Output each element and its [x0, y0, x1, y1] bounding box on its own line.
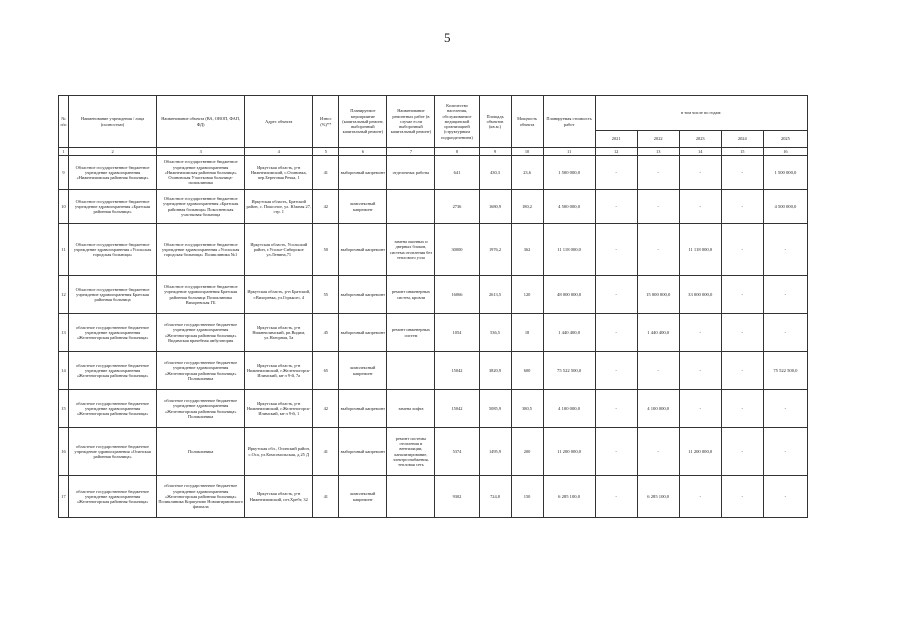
area-cell: 1976,2	[479, 224, 511, 276]
works-cell: замена лифта	[387, 390, 435, 428]
column-number: 16	[763, 148, 807, 156]
event-cell: комплексный капремонт	[339, 190, 387, 224]
address-cell: Иркутская область, р-н Нижнеилимский, г.Железногорск-Илимский, кв-л 9-й, 7а	[245, 352, 313, 390]
cost-cell: 4 500 000,0	[543, 190, 595, 224]
organization-cell: областное государственное бюджетное учреждение здравоохранения «Железногорская районная больница»	[69, 476, 157, 518]
year-2022-cell: -	[637, 190, 679, 224]
cost-cell: 75 522 500,0	[543, 352, 595, 390]
cost-cell: 6 285 100,0	[543, 476, 595, 518]
table-row	[59, 352, 808, 390]
object-cell: Областное государственное бюджетное учреждение здравоохранения Братская районная больница Поликлиника Вихоревская ГБ	[157, 276, 245, 314]
year-2023-cell: -	[679, 190, 721, 224]
event-cell: выборочный капремонт	[339, 224, 387, 276]
column-number: 8	[435, 148, 479, 156]
header-area: Площадь объектов (кв.м.)	[479, 96, 511, 148]
column-number: 10	[511, 148, 543, 156]
event-cell: выборочный капремонт	[339, 156, 387, 190]
year-2022-cell: 6 285 100,0	[637, 476, 679, 518]
row-number: 9	[59, 156, 69, 190]
year-2021-cell: -	[595, 190, 637, 224]
row-number: 15	[59, 390, 69, 428]
year-2021-cell: -	[595, 314, 637, 352]
year-2025-cell: -	[763, 390, 807, 428]
works-cell: замена оконных и дверных блоков, система отопления без теплового узла	[387, 224, 435, 276]
cost-cell: 11 200 000,0	[543, 428, 595, 476]
object-cell: Областное государственное бюджетное учреждение здравоохранения «Усольская городская больница» Поликлиника №1	[157, 224, 245, 276]
object-cell: областное государственное бюджетное учреждение здравоохранения «Железногорская районная больница» Поликлиника	[157, 390, 245, 428]
table-row	[59, 224, 808, 276]
wear-cell: 42	[313, 190, 339, 224]
header-event: Планируемое мероприятие (капитальный ремонт, выборочный капитальный ремонт)	[339, 96, 387, 148]
column-number: 11	[543, 148, 595, 156]
population-cell: 16066	[435, 276, 479, 314]
header-years-group: в том числе по годам:	[595, 96, 807, 131]
row-number: 17	[59, 476, 69, 518]
year-2021-cell: -	[595, 352, 637, 390]
row-number: 14	[59, 352, 69, 390]
header-year-2023: 2023	[679, 131, 721, 148]
column-number: 4	[245, 148, 313, 156]
wear-cell: 50	[313, 224, 339, 276]
column-number: 15	[721, 148, 763, 156]
area-cell: 3820,9	[479, 352, 511, 390]
year-2023-cell: -	[679, 314, 721, 352]
capacity-cell: 380,5	[511, 390, 543, 428]
header-year-2022: 2022	[637, 131, 679, 148]
organization-cell: областное государственное бюджетное учреждение здравоохранения «Осинская районная больница»	[69, 428, 157, 476]
wear-cell: 55	[313, 276, 339, 314]
event-cell: выборочный капремонт	[339, 276, 387, 314]
row-number: 11	[59, 224, 69, 276]
works-cell: ремонт инженерных систем, кровли	[387, 276, 435, 314]
row-number: 10	[59, 190, 69, 224]
works-cell	[387, 476, 435, 518]
area-cell: 536,5	[479, 314, 511, 352]
header-population: Количество населения, обслуживаемое медицинской организацией (структурным подразделением)	[435, 96, 479, 148]
year-2021-cell: -	[595, 156, 637, 190]
cost-cell: 48 000 000,0	[543, 276, 595, 314]
population-cell: 30000	[435, 224, 479, 276]
year-2022-cell: 4 100 000,0	[637, 390, 679, 428]
area-cell: 1495,9	[479, 428, 511, 476]
area-cell: 5085,9	[479, 390, 511, 428]
year-2021-cell: -	[595, 390, 637, 428]
column-number: 14	[679, 148, 721, 156]
table-row	[59, 156, 808, 190]
year-2023-cell: -	[679, 352, 721, 390]
capacity-cell: 180,2	[511, 190, 543, 224]
column-number: 5	[313, 148, 339, 156]
cost-cell: 4 100 000,0	[543, 390, 595, 428]
address-cell: Иркутская обл., Осинский район, с.Оса, ул.Комсомольская, д.25 Д	[245, 428, 313, 476]
year-2022-cell: -	[637, 156, 679, 190]
page-number: 5	[444, 30, 451, 45]
area-cell: 430,3	[479, 156, 511, 190]
wear-cell: 42	[313, 390, 339, 428]
works-cell: ремонт инженерных систем	[387, 314, 435, 352]
address-cell: Иркутская область, р-н Нижнеилимский, рп.Видим, ул.Нагорная, 5а	[245, 314, 313, 352]
year-2022-cell: -	[637, 224, 679, 276]
area-cell: 724,8	[479, 476, 511, 518]
header-cost: Планируемая стоимость работ	[543, 96, 595, 148]
year-2025-cell: -	[763, 428, 807, 476]
population-cell: 1054	[435, 314, 479, 352]
header-num: № п/п	[59, 96, 69, 148]
column-number: 1	[59, 148, 69, 156]
year-2023-cell: -	[679, 156, 721, 190]
event-cell: выборочный капремонт	[339, 314, 387, 352]
year-2022-cell: -	[637, 428, 679, 476]
year-2025-cell: -	[763, 314, 807, 352]
row-number: 16	[59, 428, 69, 476]
capacity-cell: 23,6	[511, 156, 543, 190]
works-cell: ремонт системы отопления и вентиляции, канализирование, электроснабжения, тепловая сеть	[387, 428, 435, 476]
capacity-cell: 362	[511, 224, 543, 276]
table-row	[59, 276, 808, 314]
row-number: 13	[59, 314, 69, 352]
event-cell: комплексный капремонт	[339, 352, 387, 390]
year-2024-cell: -	[721, 156, 763, 190]
year-2023-cell: 33 000 000,0	[679, 276, 721, 314]
table-row	[59, 390, 808, 428]
works-cell	[387, 352, 435, 390]
header-address: Адрес объекта	[245, 96, 313, 148]
header-works: Наименование ремонтных работ (в случае если выборочный капитальный ремонт)	[387, 96, 435, 148]
cost-cell: 1 500 000,0	[543, 156, 595, 190]
table-row	[59, 476, 808, 518]
organization-cell: Областное государственное бюджетное учреждение здравоохранения «Усольская городская больница»	[69, 224, 157, 276]
wear-cell: 65	[313, 352, 339, 390]
cost-cell: 11 118 000,0	[543, 224, 595, 276]
year-2025-cell: 1 500 000,0	[763, 156, 807, 190]
year-2023-cell: 11 200 000,0	[679, 428, 721, 476]
column-number: 2	[69, 148, 157, 156]
header-year-2024: 2024	[721, 131, 763, 148]
capacity-cell: 200	[511, 428, 543, 476]
year-2024-cell: -	[721, 276, 763, 314]
year-2021-cell: -	[595, 224, 637, 276]
year-2025-cell: 75 522 500,0	[763, 352, 807, 390]
column-number: 13	[637, 148, 679, 156]
address-cell: Иркутская область, Братский район, с. Покосное, ул. Южная 27, стр. 1	[245, 190, 313, 224]
object-cell: Областное государственное бюджетное учреждение здравоохранения «Братская районная больница» Покосненская участковая больница	[157, 190, 245, 224]
organization-cell: областное государственное бюджетное учреждение здравоохранения «Железногорская районная больница»	[69, 390, 157, 428]
year-2023-cell: 11 118 000,0	[679, 224, 721, 276]
year-2024-cell: -	[721, 476, 763, 518]
year-2024-cell: -	[721, 390, 763, 428]
population-cell: 2736	[435, 190, 479, 224]
organization-cell: Областное государственное бюджетное учреждение здравоохранения Братская районная больница	[69, 276, 157, 314]
event-cell: выборочный капремонт	[339, 390, 387, 428]
year-2025-cell: 4 500 000,0	[763, 190, 807, 224]
header-wear: Износ (%)**	[313, 96, 339, 148]
organization-cell: Областное государственное бюджетное учреждение здравоохранения «Братская районная больница»	[69, 190, 157, 224]
year-2024-cell: -	[721, 190, 763, 224]
year-2024-cell: -	[721, 314, 763, 352]
column-number: 7	[387, 148, 435, 156]
event-cell: выборочный капремонт	[339, 428, 387, 476]
column-number: 3	[157, 148, 245, 156]
object-cell: Областное государственное бюджетное учреждение здравоохранения «Нижнеилимская районная больница» Осиновская Участковая больница-поликлиника	[157, 156, 245, 190]
object-cell: областное государственное бюджетное учреждение здравоохранения «Железногорская районная больница» Поликлиника	[157, 352, 245, 390]
capacity-cell: 120	[511, 276, 543, 314]
wear-cell: 41	[313, 156, 339, 190]
year-2024-cell: -	[721, 428, 763, 476]
wear-cell: 41	[313, 476, 339, 518]
column-number: 12	[595, 148, 637, 156]
column-number: 9	[479, 148, 511, 156]
year-2025-cell: -	[763, 276, 807, 314]
address-cell: Иркутская область, р-н Нижнеилимский, пгт.Хребт, 32	[245, 476, 313, 518]
header-object: Наименование объекта (ВА, ОВОП, ФАП, ФД)	[157, 96, 245, 148]
address-cell: Иркутская область, р-н Нижнеилимский, г.Железногорск-Илимский, кв-л 9-й, 1	[245, 390, 313, 428]
row-number: 12	[59, 276, 69, 314]
object-cell: областное государственное бюджетное учреждение здравоохранения «Железногорская районная больница» Видимская врачебная амбулатория	[157, 314, 245, 352]
header-capacity: Мощность объекта	[511, 96, 543, 148]
header-year-2025: 2025	[763, 131, 807, 148]
year-2024-cell: -	[721, 224, 763, 276]
wear-cell: 45	[313, 314, 339, 352]
year-2025-cell: -	[763, 224, 807, 276]
capacity-cell: 150	[511, 476, 543, 518]
year-2022-cell: 1 440 400,0	[637, 314, 679, 352]
area-cell: 1680,9	[479, 190, 511, 224]
area-cell: 2613,5	[479, 276, 511, 314]
capacity-cell: 600	[511, 352, 543, 390]
capacity-cell: 18	[511, 314, 543, 352]
table-body	[59, 156, 808, 518]
organization-cell: областное государственное бюджетное учреждение здравоохранения «Железногорская районная больница»	[69, 352, 157, 390]
address-cell: Иркутская область, р-н Нижнеилимский, с.Осиновка, пер.Береговая Речка, 1	[245, 156, 313, 190]
repair-plan-table	[58, 95, 808, 518]
population-cell: 15042	[435, 390, 479, 428]
year-2024-cell: -	[721, 352, 763, 390]
year-2022-cell: -	[637, 352, 679, 390]
column-number: 6	[339, 148, 387, 156]
address-cell: Иркутская область, р-н Братский, г.Вихоревка, ул.Горького, 4	[245, 276, 313, 314]
year-2023-cell: -	[679, 390, 721, 428]
cost-cell: 1 440 400,0	[543, 314, 595, 352]
population-cell: 5374	[435, 428, 479, 476]
organization-cell: областное государственное бюджетное учреждение здравоохранения «Железногорская районная больница»	[69, 314, 157, 352]
population-cell: 15042	[435, 352, 479, 390]
table-row	[59, 314, 808, 352]
object-cell: областное государственное бюджетное учреждение здравоохранения «Железногорская районная больница» Поликлиника Коршуново Новоигирминского филиала	[157, 476, 245, 518]
address-cell: Иркутская область, Усольский район, г.Усолье-Сибирское ул.Ленина,71	[245, 224, 313, 276]
header-year-2021: 2021	[595, 131, 637, 148]
works-cell: отделочных работы	[387, 156, 435, 190]
year-2021-cell: -	[595, 276, 637, 314]
year-2022-cell: 15 000 000,0	[637, 276, 679, 314]
year-2021-cell: -	[595, 476, 637, 518]
organization-cell: Областное государственное бюджетное учреждение здравоохранения «Нижнеилимская районная больница»	[69, 156, 157, 190]
year-2025-cell: -	[763, 476, 807, 518]
works-cell	[387, 190, 435, 224]
wear-cell: 41	[313, 428, 339, 476]
table-row	[59, 428, 808, 476]
object-cell: Поликлиника	[157, 428, 245, 476]
year-2021-cell: -	[595, 428, 637, 476]
table-row	[59, 190, 808, 224]
population-cell: 641	[435, 156, 479, 190]
year-2023-cell: -	[679, 476, 721, 518]
population-cell: 9302	[435, 476, 479, 518]
event-cell: комплексный капремонт	[339, 476, 387, 518]
header-organization: Наименование учреждения / лица (полностью)	[69, 96, 157, 148]
